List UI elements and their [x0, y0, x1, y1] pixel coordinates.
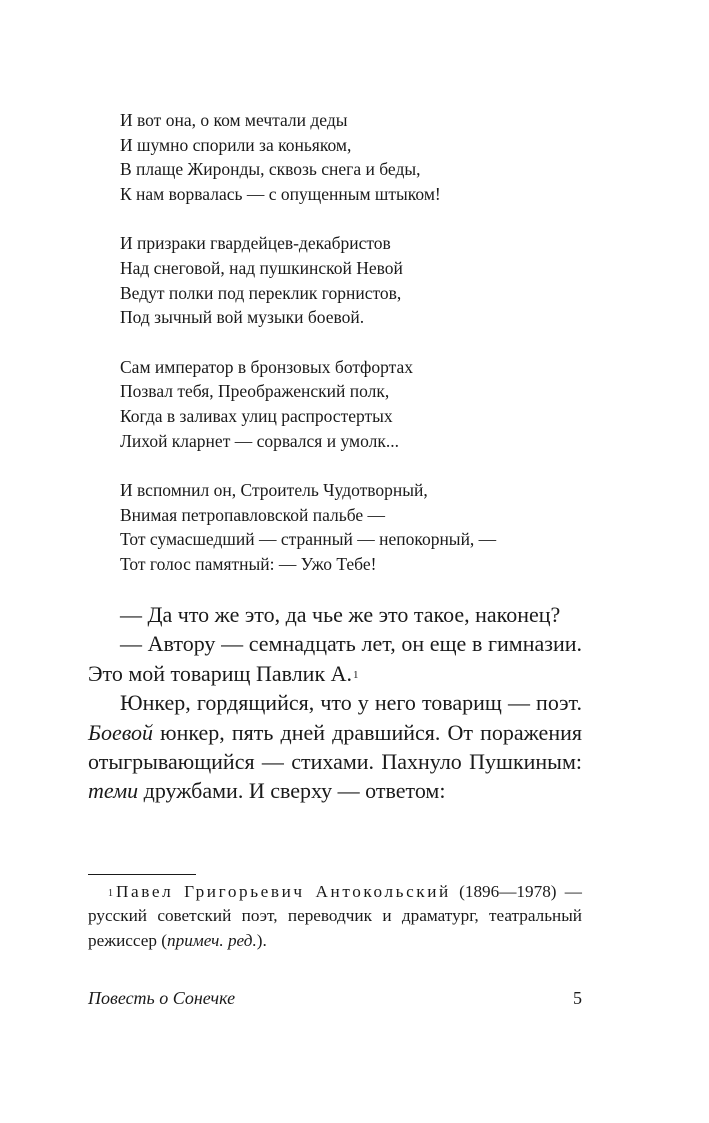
poem-line: И призраки гвардейцев-декабристов: [120, 233, 391, 254]
footnote: [88, 880, 582, 953]
footnote-part: ).: [256, 930, 267, 950]
footnote-divider: [88, 874, 196, 875]
poem-line: Тот голос памятный: — Ужо Тебе!: [120, 553, 377, 574]
poem-line: И шумно спорили за коньяком,: [120, 134, 352, 155]
paragraph-2-text: — Автору — семнадцать лет, он еще в гимназии. Это мой товарищ Павлик А.: [88, 631, 582, 686]
poem: [120, 108, 600, 602]
poem-line: Над снеговой, над пушкинской Невой: [120, 257, 403, 278]
poem-line: Ведут полки под переклик горнистов,: [120, 282, 402, 303]
paragraph-3: [88, 688, 582, 806]
poem-line: Лихой кларнет — сорвался и умолк...: [120, 430, 399, 451]
italic-emphasis: Боевой: [88, 719, 154, 745]
footnote-text: [88, 880, 582, 953]
stanza-2: [120, 231, 600, 329]
italic-emphasis: теми: [88, 778, 139, 804]
stanza-1: [120, 108, 600, 206]
stanza-3: [120, 355, 600, 453]
poem-line: В плаще Жиронды, сквозь снега и беды,: [120, 159, 421, 180]
poem-line: И вот она, о ком мечтали деды: [120, 110, 348, 130]
running-title: Повесть о Сонечке: [88, 988, 236, 1008]
poem-line: И вспомнил он, Строитель Чудотворный,: [120, 480, 428, 501]
poem-line: Внимая петропавловской пальбе —: [120, 504, 386, 525]
footnote-person-name: Павел Григорьевич Антокольский: [116, 882, 451, 901]
paragraph-3-part: дружбами. И сверху — ответом:: [138, 778, 446, 804]
poem-line: Когда в заливах улиц распростертых: [120, 405, 393, 426]
poem-line: Тот сумасшедший — странный — непокорный, —: [120, 529, 497, 550]
prose-text: [88, 600, 582, 806]
poem-line: К нам ворвалась — с опущенным штыком!: [120, 183, 441, 204]
paragraph-2: [88, 629, 582, 688]
paragraph-1: — Да что же это, да чье же это такое, наконец?: [120, 602, 561, 627]
page-number: 5: [573, 988, 582, 1008]
footnote-mark: 1: [108, 888, 113, 899]
stanza-4: [120, 478, 600, 576]
footnote-part: (1896—1978) — русский советский поэт, переводчик и драматург, театральный режиссер (: [88, 882, 582, 950]
footnote-reference[interactable]: 1: [353, 668, 359, 681]
paragraph-3-part: Юнкер, гордящийся, что у него товарищ — поэт.: [120, 690, 582, 716]
poem-line: Позвал тебя, Преображенский полк,: [120, 381, 390, 402]
paragraph-3-part: юнкер, пять дней дравшийся. От поражения отыгрывающийся — стихами. Пахнуло Пушкиным:: [88, 719, 582, 775]
footnote-editor-note: примеч. ред.: [167, 930, 257, 950]
poem-line: Сам император в бронзовых ботфортах: [120, 356, 413, 377]
poem-line: Под зычный вой музыки боевой.: [120, 307, 365, 328]
